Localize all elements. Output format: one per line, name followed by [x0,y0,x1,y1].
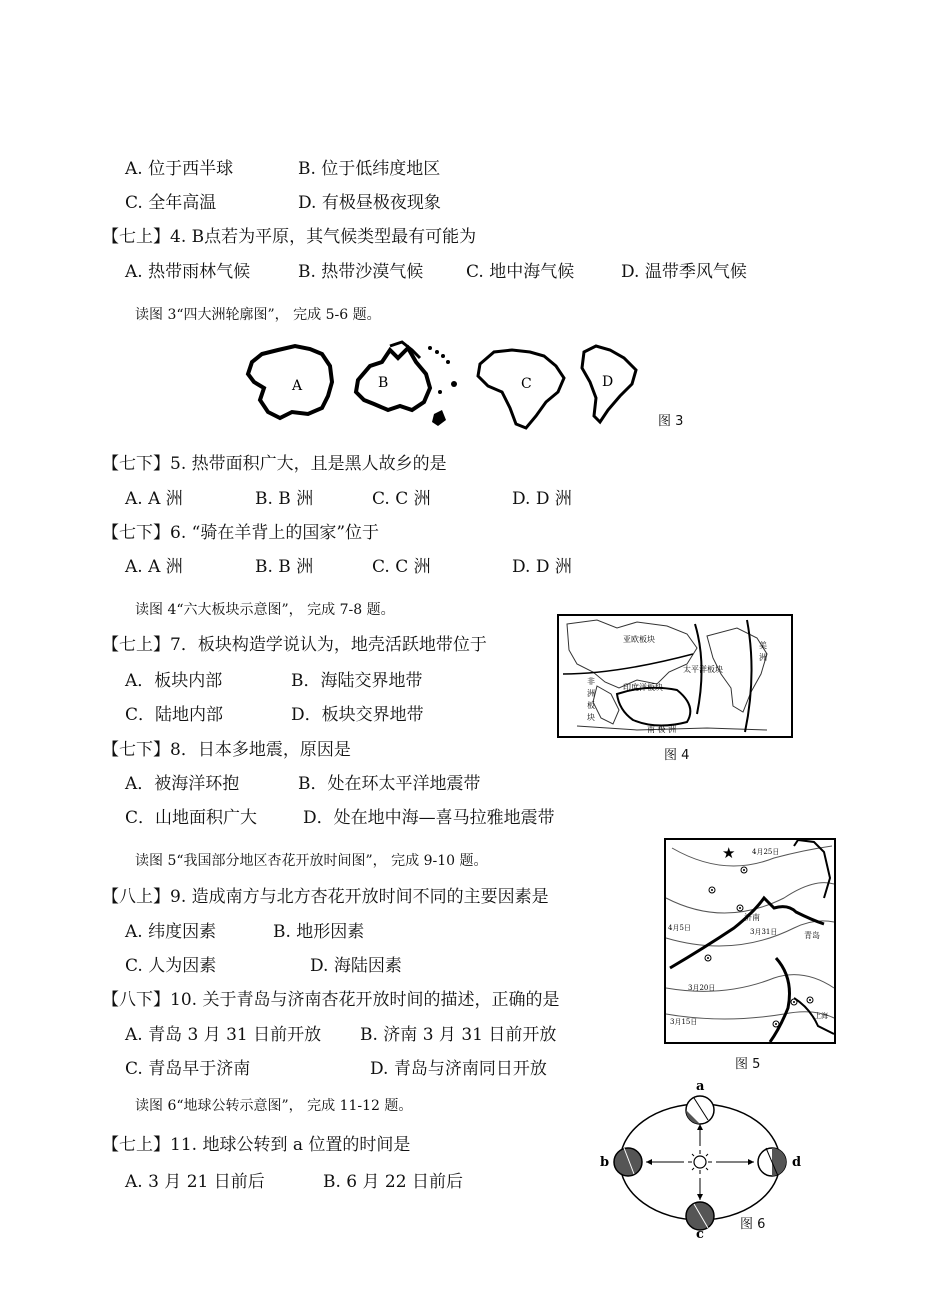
q4-option-d: D. 温带季风气候 [621,262,747,282]
label-indian-plate: 印度洋板块 [623,683,663,692]
figure-5-blossom-map [664,838,836,1044]
q9-option-b: B. 地形因素 [273,922,365,942]
label-d: d [792,1155,802,1170]
q5-stem: 【七下】5. 热带面积广大，且是黑人故乡的是 [102,454,447,474]
q8-stem: 【七下】8．日本多地震，原因是 [102,740,351,760]
label-b: b [600,1155,610,1170]
q6-stem: 【七下】6. “骑在羊背上的国家”位于 [102,523,380,543]
label-d: D [602,374,614,390]
figure-3-continents [240,340,650,435]
q10-option-c: C. 青岛早于济南 [125,1059,251,1079]
q8-option-d: D．处在地中海—喜马拉雅地震带 [303,808,555,828]
label-c: c [696,1227,704,1240]
figure-6-caption: 图 6 [740,1217,766,1232]
q5-option-b: B. B 洲 [255,489,314,509]
sun-icon [688,1150,712,1174]
q10-option-a: A. 青岛 3 月 31 日前开放 [125,1025,322,1045]
q11-stem: 【七上】11. 地球公转到 a 位置的时间是 [102,1135,411,1155]
label-eurasian-plate: 亚欧板块 [623,635,655,644]
q9-option-a: A. 纬度因素 [125,922,217,942]
q7-option-a: A．板块内部 [125,671,223,691]
figure-6-revolution [596,1076,818,1240]
q5-option-c: C. C 洲 [372,489,431,509]
q3-option-c: C. 全年高温 [125,193,217,213]
q11-option-b: B. 6 月 22 日前后 [323,1172,463,1192]
figure-4-plates-map [557,614,793,738]
q4-option-c: C. 地中海气候 [466,262,575,282]
svg-text:3月20日: 3月20日 [688,984,716,992]
q6-option-b: B. B 洲 [255,557,314,577]
label-c: C [521,376,532,392]
svg-text:4月25日: 4月25日 [752,848,780,856]
q7-option-d: D．板块交界地带 [291,705,424,725]
svg-text:洲: 洲 [587,689,595,698]
label-a: A [292,378,303,394]
label-jinan: 济南 [744,913,760,922]
q10-option-b: B. 济南 3 月 31 日前开放 [360,1025,557,1045]
intro-7-8: 读图 4“六大板块示意图”， 完成 7-8 题。 [135,602,395,618]
svg-text:块: 块 [587,713,595,722]
svg-text:美: 美 [759,641,767,650]
q3-option-b: B. 位于低纬度地区 [298,159,441,179]
q4-option-a: A. 热带雨林气候 [125,262,251,282]
q6-option-d: D. D 洲 [512,557,572,577]
q8-option-c: C．山地面积广大 [125,808,258,828]
q4-option-b: B. 热带沙漠气候 [298,262,424,282]
continent-a-outline [248,346,332,418]
q7-option-c: C．陆地内部 [125,705,224,725]
intro-9-10: 读图 5“我国部分地区杏花开放时间图”， 完成 9-10 题。 [135,853,488,869]
svg-text:板: 板 [587,701,595,710]
label-antarctic: 南 极 洲 [647,725,677,734]
svg-text:3月15日: 3月15日 [670,1018,698,1026]
q9-option-d: D. 海陆因素 [310,956,402,976]
q9-stem: 【八上】9. 造成南方与北方杏花开放时间不同的主要因素是 [102,887,549,907]
q8-option-b: B．处在环太平洋地震带 [298,774,481,794]
figure-4-caption: 图 4 [664,748,690,763]
intro-11-12: 读图 6“地球公转示意图”， 完成 11-12 题。 [135,1098,413,1114]
svg-text:洲: 洲 [759,653,767,662]
label-shanghai: 上海 [814,1012,828,1020]
label-b: B [378,375,389,391]
q3-option-d: D. 有极昼极夜现象 [298,193,441,213]
q7-stem: 【七上】7．板块构造学说认为，地壳活跃地带位于 [102,635,487,655]
label-a: a [696,1079,705,1094]
q9-option-c: C. 人为因素 [125,956,217,976]
svg-text:4月5日: 4月5日 [668,924,691,932]
q8-option-a: A．被海洋环抱 [125,774,240,794]
svg-text:3月31日: 3月31日 [750,928,778,936]
q5-option-d: D. D 洲 [512,489,572,509]
figure-5-caption: 图 5 [735,1057,761,1072]
q3-option-a: A. 位于西半球 [125,159,234,179]
q4-stem: 【七上】4. B点若为平原，其气候类型最有可能为 [102,227,477,247]
earth-c [686,1202,714,1230]
q6-option-a: A. A 洲 [125,557,183,577]
q10-stem: 【八下】10. 关于青岛与济南杏花开放时间的描述，正确的是 [102,990,560,1010]
q7-option-b: B．海陆交界地带 [291,671,423,691]
earth-b [614,1148,642,1176]
label-qingdao: 青岛 [804,931,820,940]
svg-text:非: 非 [587,677,595,686]
q5-option-a: A. A 洲 [125,489,183,509]
q11-option-a: A. 3 月 21 日前后 [125,1172,265,1192]
q6-option-c: C. C 洲 [372,557,431,577]
figure-3-caption: 图 3 [658,414,684,429]
label-pacific-plate: 太平洋板块 [683,665,723,674]
q10-option-d: D. 青岛与济南同日开放 [370,1059,547,1079]
star-icon: ★ [722,844,736,862]
intro-5-6: 读图 3“四大洲轮廓图”， 完成 5-6 题。 [135,307,381,323]
